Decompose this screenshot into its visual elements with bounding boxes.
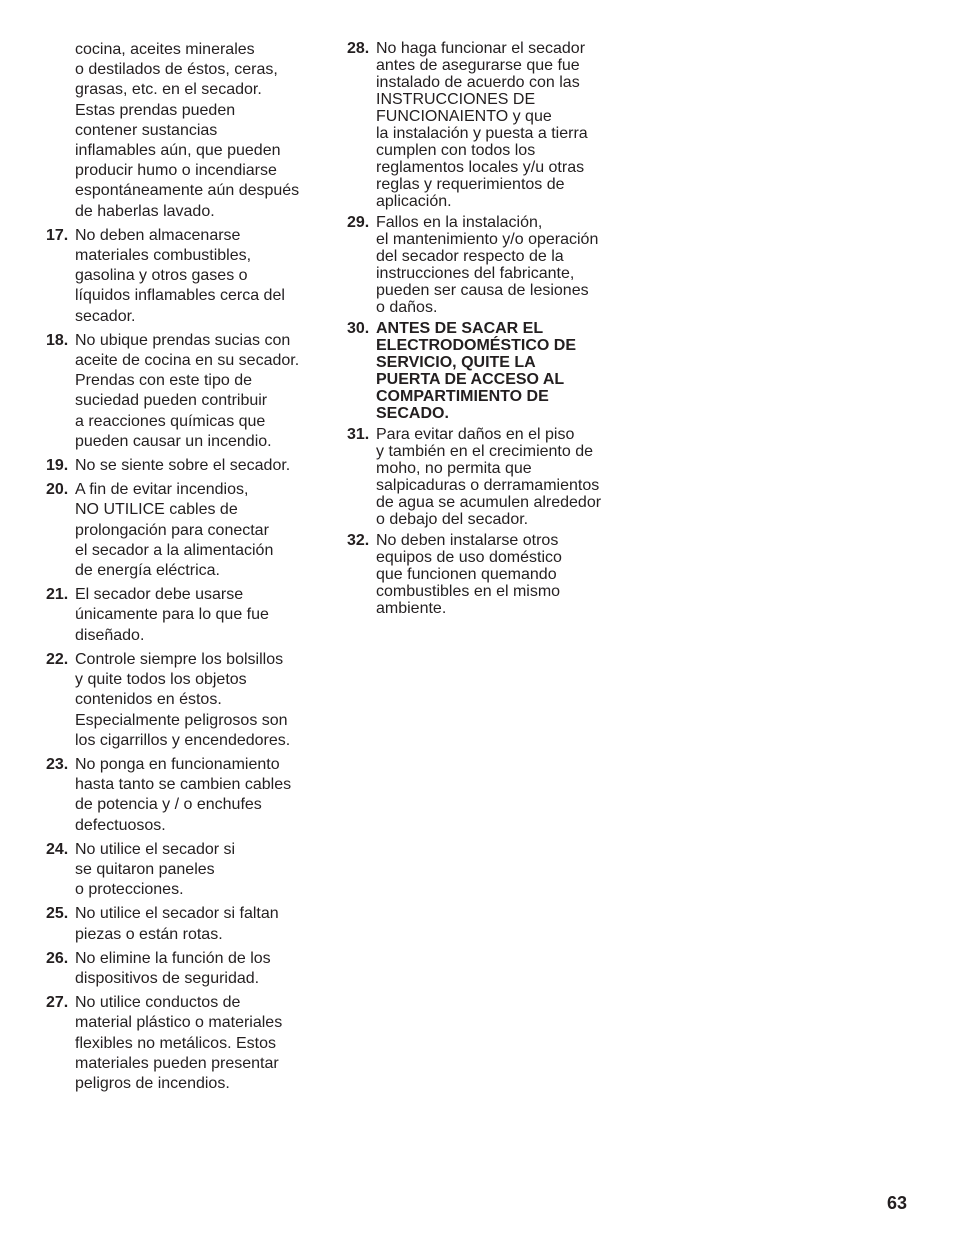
item-text: Fallos en la instalación, el mantenimiento y/o operación del secador respecto de la instrucciones del fabricante, pueden ser causa de lesiones o daños. bbox=[376, 214, 599, 316]
continued-text: cocina, aceites minerales o destilados de éstos, ceras, grasas, etc. en el secador. Estas prendas pueden contener sustancias inflamables aún, que pueden producir humo o incendiarse espontáneamente aún después de haberlas lavado. bbox=[75, 41, 300, 220]
list-item bbox=[46, 331, 316, 452]
list-item bbox=[347, 214, 617, 316]
item-number: 20. bbox=[46, 481, 69, 499]
page-number: 63 bbox=[887, 1193, 908, 1213]
item-number: 22. bbox=[46, 650, 69, 668]
list-item bbox=[46, 904, 316, 944]
item-text: No deben almacenarse materiales combustibles, gasolina y otros gases o líquidos inflamables cerca del secador. bbox=[75, 226, 285, 325]
right-column bbox=[347, 40, 617, 621]
item-text: No deben instalarse otros equipos de uso doméstico que funcionen quemando combustibles en el mismo ambiente. bbox=[376, 532, 562, 617]
item-number: 30. bbox=[347, 320, 370, 337]
item-number: 26. bbox=[46, 949, 69, 967]
item-number: 32. bbox=[347, 532, 370, 549]
item-text: ANTES DE SACAR EL ELECTRODOMÉSTICO DE SERVICIO, QUITE LA PUERTA DE ACCESO AL COMPARTIMIENTO DE SECADO. bbox=[376, 320, 577, 422]
list-item bbox=[46, 226, 316, 327]
item-number: 19. bbox=[46, 457, 69, 475]
list-item bbox=[347, 532, 617, 617]
item-text: El secador debe usarse únicamente para lo que fue diseñado. bbox=[75, 586, 269, 644]
item-text: No ubique prendas sucias con aceite de cocina en su secador. Prendas con este tipo de suciedad pueden contribuir a reacciones químicas que pueden causar un incendio. bbox=[75, 331, 300, 450]
item-text: A fin de evitar incendios, NO UTILICE cables de prolongación para conectar el secador a la alimentación de energía eléctrica. bbox=[75, 481, 274, 580]
left-item-list bbox=[46, 226, 316, 1094]
list-item bbox=[46, 585, 316, 646]
list-item bbox=[46, 949, 316, 989]
list-item bbox=[347, 426, 617, 528]
item-number: 23. bbox=[46, 755, 69, 773]
item-number: 31. bbox=[347, 426, 370, 443]
item-number: 24. bbox=[46, 840, 69, 858]
item-text: No utilice el secador si se quitaron paneles o protecciones. bbox=[75, 840, 236, 899]
item-text: No utilice el secador si faltan piezas o están rotas. bbox=[75, 905, 279, 943]
right-item-list bbox=[347, 40, 617, 617]
item-text: Para evitar daños en el piso y también en el crecimiento de moho, no permita que salpicaduras o derramamientos de agua se acumulen alrededor o debajo del secador. bbox=[376, 426, 602, 528]
list-item bbox=[46, 993, 316, 1094]
item-text: No se siente sobre el secador. bbox=[75, 457, 291, 475]
item-text: No haga funcionar el secador antes de asegurarse que fue instalado de acuerdo con las INSTRUCCIONES DE FUNCIONAIENTO y que la instalación y puesta a tierra cumplen con todos los reglamentos locales y/u otras reglas y requerimientos de aplicación. bbox=[376, 40, 588, 210]
item-number: 25. bbox=[46, 905, 69, 923]
item-number: 17. bbox=[46, 226, 69, 244]
list-item bbox=[46, 650, 316, 751]
item-number: 21. bbox=[46, 586, 69, 604]
list-item bbox=[46, 456, 316, 476]
list-item bbox=[347, 40, 617, 210]
item-text: No elimine la función de los dispositivos de seguridad. bbox=[75, 949, 271, 987]
item-text: Controle siempre los bolsillos y quite todos los objetos contenidos en éstos. Especialmente peligrosos son los cigarrillos y encendedores. bbox=[75, 650, 291, 749]
item-text: No utilice conductos de material plástico o materiales flexibles no metálicos. Estos materiales pueden presentar peligros de incendios. bbox=[75, 994, 283, 1092]
left-column bbox=[46, 40, 316, 1098]
item-number: 29. bbox=[347, 214, 370, 231]
list-item bbox=[347, 320, 617, 422]
item-number: 28. bbox=[347, 40, 370, 57]
list-item bbox=[46, 480, 316, 581]
item-text: No ponga en funcionamiento hasta tanto se cambien cables de potencia y / o enchufes defectuosos. bbox=[75, 755, 292, 834]
item-number: 27. bbox=[46, 994, 69, 1012]
item-number: 18. bbox=[46, 331, 69, 349]
list-item bbox=[46, 755, 316, 836]
list-item bbox=[46, 840, 316, 901]
